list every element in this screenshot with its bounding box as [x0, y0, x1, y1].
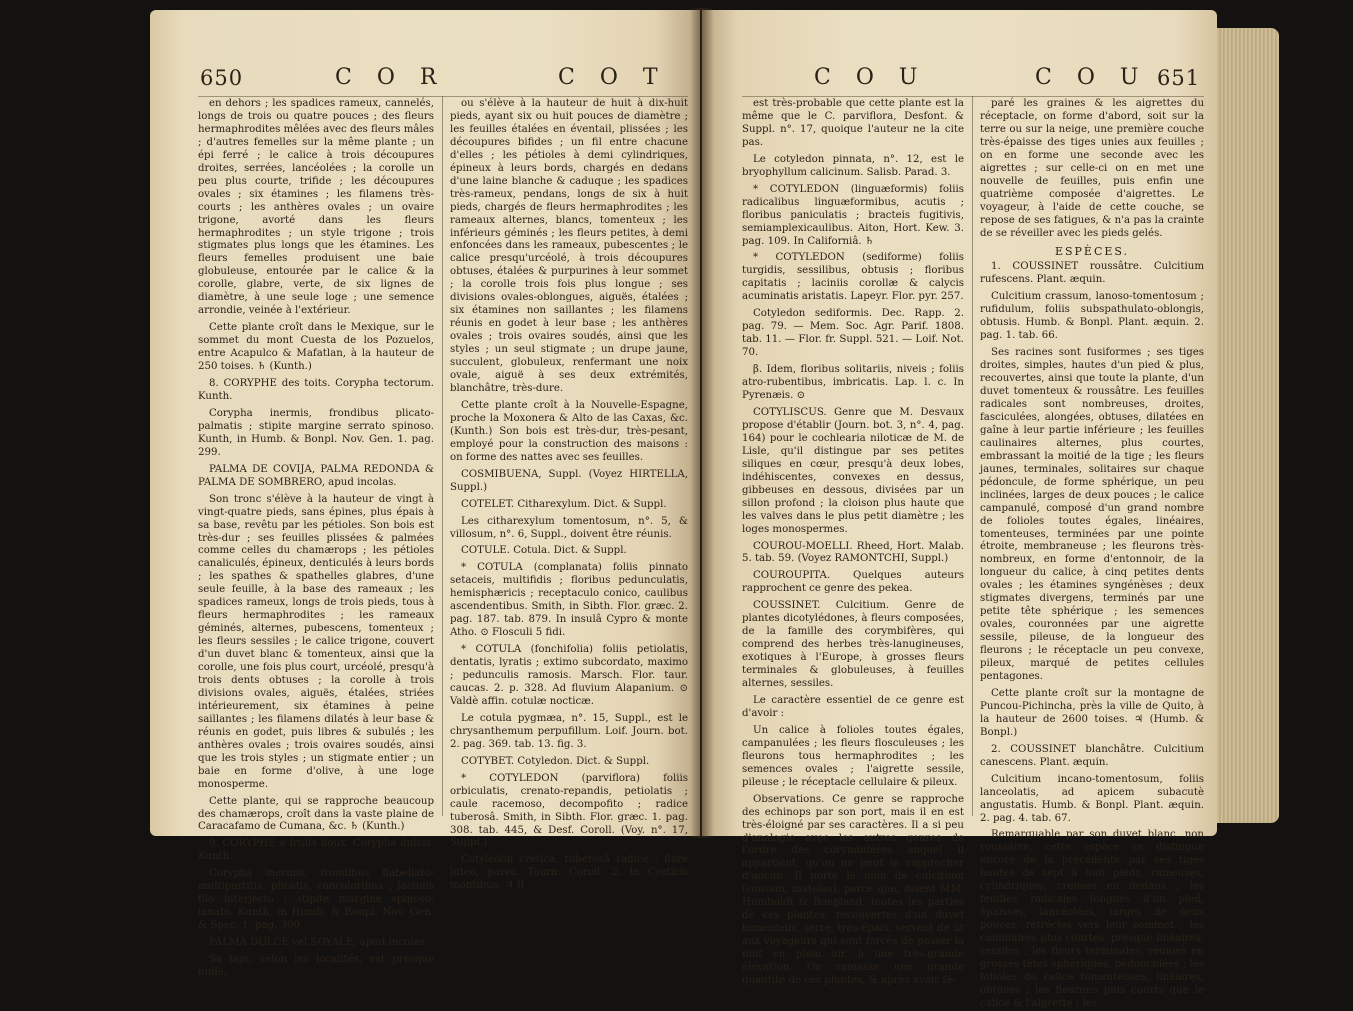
paragraph: COUROUPITA. Quelques auteurs rapprochent ce genre des pekea. — [742, 570, 964, 595]
paragraph: Culcitium crassum, lanoso-tomentosum ; rufidulum, foliis subspathulato-oblongis, obtusis. Humb. & Bonpl. Plant. æquin. 2. pag. 1. tab. 66. — [980, 291, 1204, 342]
page-number-right: 651 — [1157, 66, 1201, 90]
left-column-2 — [450, 98, 688, 892]
paragraph: 1. COUSSINET roussâtre. Culcitium rufescens. Plant. æquin. — [980, 261, 1204, 286]
paragraph: * COTYLEDON (sediforme) foliis turgidis, sessilibus, obtusis ; floribus capitatis ; laciniis corollæ & calycis acuminatis aristatis. Lapeyr. Flor. pyr. 257. — [742, 252, 964, 303]
paragraph: PALMA DULCE vel SOYALE, apud incolas. — [209, 937, 429, 949]
running-head-cor: C O R — [335, 65, 446, 90]
right-page-header — [702, 60, 1217, 96]
header-rule-right — [742, 96, 1204, 97]
paragraph: Remarquable par son duvet blanc, non roussâtre, cette espèce se distingue encore de la précédente par ses tiges hautes de sept à huit pieds, rameuses, cylindriques, creuses en dedans ; les feuilles radicales longues d'un pied, épaisses, lancéolées, larges de deux pouces, rétrécies vers leur sommet ; les caulinaires plus courtes, presque linéaires, sessiles ; les fleurs terminales, réunies en grosses têtes sphériques, pédonculées ; les folioles du calice tomenteuses, linéaires, obtuses ; les fleurons plus courts que le calice & l'aigrette ; les — [980, 829, 1204, 1009]
paragraph: Un calice à folioles toutes égales, campanulées ; les fleurs flosculeuses ; les fleurons tous hermaphrodites ; les semences ovales ; l'aigrette sessile, pileuse ; le réceptacle cellulaire & pileux. — [742, 724, 964, 788]
paragraph: COTYLISCUS. Genre que M. Desvaux propose d'établir (Journ. bot. 3, n°. 4, pag. 164) pour le cochlearia niloticæ de M. de Lisle, qu'il distingue par ses petites siliques en cœur, presqu'à deux lobes, indéhiscentes, convexes en dessus, gibbeuses en dessous, divisées par un sillon profond ; la cloison plus haute que les valves dans le plus petit diamètre ; les loges monospermes. — [742, 406, 964, 535]
paragraph: 9. CORYPHE à fruits doux. Corypha dulcis. Kunth. — [198, 838, 434, 863]
left-page — [150, 10, 700, 978]
left-column-1 — [198, 98, 434, 978]
header-rule-left — [198, 96, 688, 97]
paragraph: 2. COUSSINET blanchâtre. Culcitium canescens. Plant. æquin. — [980, 743, 1204, 768]
paragraph: COTULE. Cotula. Dict. & Suppl. — [461, 545, 627, 557]
left-page-header — [150, 60, 700, 96]
running-head-cot: C O T — [558, 65, 667, 90]
running-head-cou-left: C O U — [814, 65, 927, 90]
paragraph: Culcitium incano-tomentosum, foliis lanceolatis, ad apicem subacutè angustatis. Humb. & Bonpl. Plant. æquin. 2. pag. 4. tab. 67. — [980, 773, 1204, 824]
paragraph: Ses racines sont fusiformes ; ses tiges droites, simples, hautes d'un pied & plus, recouvertes, ainsi que toute la plante, d'un duvet tomenteux & roussâtre. Les feuilles radicales sont nombreuses, droites, fasciculées, alongées, obtuses, dilatées en gaîne à leur partie inférieure ; les feuilles caulinaires alternes, plus courtes, embrassant la moitié de la tige ; les fleurs jaunes, terminales, solitaires sur chaque pédoncule, de forme sphérique, un peu inclinées, larges de deux pouces ; le calice campanulé, composé d'un grand nombre de folioles toutes égales, linéaires, tomenteuses, terminées par une pointe étroite, membraneuse ; les fleurons très-nombreux, en forme d'entonnoir, de la longueur du calice, à cinq petites dents ovales ; les étamines syngénèses ; deux stigmates divergens, terminés par une petite tête sphérique ; les semences ovales, couronnées par une aigrette sessile, pileuse, de la longueur des fleurons ; le réceptacle un peu convexe, pileux, marqué de petites cellules pentagones. — [980, 347, 1204, 682]
column-rule-left — [442, 96, 443, 816]
paragraph: Cette plante croît sur la montagne de Puncou-Pichincha, près la ville de Quito, à la hauteur de 2600 toises. ♃ (Humb. & Bonpl.) — [980, 687, 1204, 738]
paragraph: Cotyledon sediformis. Dec. Rapp. 2. pag. 79. — Mem. Soc. Agr. Parif. 1808. tab. 11. — Flor. fr. Suppl. 521. — Loif. Not. 70. — [742, 308, 964, 359]
paragraph: 8. CORYPHE des toits. Corypha tectorum. Kunth. — [198, 378, 434, 402]
column-rule-right — [972, 96, 973, 816]
section-title: ESPÈCES. — [1054, 245, 1130, 259]
paragraph: est très-probable que cette plante est la même que le C. parviflora, Desfont. & Suppl. n°. 17, quoique l'auteur ne la cite pas. — [742, 98, 964, 148]
right-page — [702, 10, 1217, 1009]
paragraph: Sa tige, selon les localités, est presque nulle, — [198, 954, 434, 978]
running-head-cou-right: C O U — [1035, 65, 1148, 90]
paragraph: Les citharexylum tomentosum, n°. 5, & villosum, n°. 6, Suppl., doivent être réunis. — [450, 515, 688, 540]
right-column-2 — [980, 98, 1204, 1009]
paragraph: Cotyledon cretica, tuberosâ radice ; flore luteo, parvo. Tourn. Coroll. 2. In Creticis montibus. ♃ Il — [450, 854, 688, 892]
paragraph: Le cotyledon pinnata, n°. 12, est le bryophyllum calicinum. Salisb. Parad. 3. — [742, 153, 964, 178]
paragraph: Cette plante croît à la Nouvelle-Espagne, proche la Moxonera & Alto de las Caxas, &c. (Kunth.) Son bois est très-dur, très-pesant, employé pour la construction des maisons : on forme des nattes avec ses feuilles. — [450, 399, 688, 463]
paragraph: en dehors ; les spadices rameux, cannelés, longs de trois ou quatre pouces ; des fleurs hermaphrodites mêlées avec des fleurs mâles ; d'autres femelles sur la même plante ; un épi ferré ; le calice à trois découpures droites, serrées, lancéolées ; la corolle un peu plus courte, trifide ; les découpures ovales ; six étamines ; les filamens très-courts ; les anthères ovales ; un ovaire trigone, avorté dans les fleurs hermaphrodites ; un style trigone ; trois stigmates plus longs que les étamines. Les fleurs femelles produisent une baie globuleuse, entourée par le calice & la corolle, glabre, verte, de six lignes de diamètre, à une seule loge ; une semence arrondie, veinée à l'extérieur. — [198, 98, 434, 317]
page-number-left: 650 — [200, 66, 244, 90]
right-column-1 — [742, 98, 964, 986]
book-gutter — [690, 8, 714, 838]
paragraph: Cette plante, qui se rapproche beaucoup des chamærops, croît dans la vaste plaine de Caracafamo de Cumana, &c. ♄ (Kunth.) — [198, 795, 434, 833]
paragraph: Son tronc s'élève à la hauteur de vingt à vingt-quatre pieds, sans épines, plus épais à sa base, revêtu par les pétioles. Son bois est très-dur ; ses feuilles plissées & palmées comme celles du chamærops ; les pétioles canaliculés, épineux, denticulés à leurs bords ; les spathes & spathelles glabres, d'une seule feuille, à la base des rameaux ; les spadices rameux, longs de trois pieds, tous à fleurs hermaphrodites ; les rameaux géminés, alternes, pubescens, tomenteux ; les fleurs sessiles ; le calice trigone, couvert d'un duvet blanc & tomenteux, ainsi que la corolle, une fois plus court, urcéolé, presqu'à trois dents obtuses ; la corolle à trois divisions ovales, aiguës, étalées, striées intérieurement, six étamines à peine saillantes ; les filamens dilatés à leur base & réunis en godet, puis libres & subulés ; les anthères ovales ; trois ovaires soudés, ainsi que les trois styles ; un stigmate entier ; un baie en forme d'olive, à une loge monosperme. — [198, 493, 434, 790]
paragraph: Corypha inermis, frondibus plicato-palmatis ; stipite margine serrato spinoso. Kunth, in Humb. & Bonpl. Nov. Gen. 1. pag. 299. — [198, 407, 434, 458]
paragraph: COSMIBUENA, Suppl. (Voyez HIRTELLA, Suppl.) — [450, 468, 688, 493]
paragraph: Cette plante croît dans le Mexique, sur le sommet du mont Cuesta de los Pozuelos, entre Acapulco & Mafatlan, à la hauteur de 250 toises. ♄ (Kunth.) — [198, 322, 434, 373]
paragraph: paré les graines & les aigrettes du réceptacle, on forme d'abord, soit sur la terre ou sur la neige, une première couche très-épaisse des tiges unies aux feuilles ; on en forme une seconde avec les aigrettes ; sur celle-ci on en met une nouvelle de feuilles, puis enfin une quatrième composée d'aigrettes. Le voyageur, à l'aide de cette couche, se repose de ses fatigues, & n'a pas la crainte de se réveiller avec les pieds gelés. — [980, 98, 1204, 239]
paragraph: COUSSINET. Culcitium. Genre de plantes dicotylédones, à fleurs composées, de la famille des corymbifères, qui comprend des herbes très-lanugineuses, exotiques à l'Europe, à grosses fleurs terminales & globuleuses, à feuilles alternes, sessiles. — [742, 600, 964, 690]
paragraph: Corypha inermis, frondibus flabellato-multipartitis, plicatis, concoloribus ; laciniis filo interjecto ; stipite margine spinoso, lanato. Kunth, in Humb. & Bonpl. Nov. Gen. & Spec. 1. pag. 300. — [198, 868, 434, 932]
paragraph: Le caractère essentiel de ce genre est d'avoir : — [742, 694, 964, 719]
paragraph: COUROU-MOELLI. Rheed, Hort. Malab. 5. tab. 59. (Voyez RAMONTCHI, Suppl.) — [742, 540, 964, 565]
paragraph: COTELET. Citharexylum. Dict. & Suppl. — [461, 498, 667, 510]
paragraph: * COTYLEDON (parviflora) foliis orbiculatis, crenato-repandis, petiolatis ; caule racemoso, decompofito ; radice tuberosâ. Smith, in Sibth. Flor. græc. 1. pag. 308. tab. 445, & Desf. Coroll. (Voy. n°. 17, Suppl.) — [450, 772, 688, 849]
paragraph: ou s'élève à la hauteur de huit à dix-huit pieds, ayant six ou huit pouces de diamètre ; les feuilles étalées en éventail, plissées ; les découpures bifides ; un fil entre chacune d'elles ; les pétioles à demi cylindriques, épineux à leurs bords, chargés en dedans d'une laine blanche & caduque ; les spadices très-rameux, pendans, longs de six à huit pieds, chargés de fleurs hermaphrodites ; les rameaux alternes, blancs, tomenteux ; les inférieurs géminés ; les fleurs petites, à demi enfoncées dans les rameaux, pubescentes ; le calice presqu'urcéolé, à trois découpures obtuses, étalées & purpurines à leur sommet ; la corolle trois fois plus longue ; ses divisions ovales-oblongues, aiguës, étalées ; six étamines non saillantes ; les filamens réunis en godet à leur base ; les anthères ovales ; trois ovaires soudés, ainsi que les styles ; un seul stigmate ; un drupe jaune, succulent, globuleux, renfermant une noix ovale, aiguë à ses deux extrémités, blanchâtre, très-dure. — [450, 98, 688, 394]
paragraph: * COTULA (fonchifolia) foliis petiolatis, dentatis, lyratis ; extimo subcordato, maximo ; pedunculis ramosis. Marsch. Flor. taur. caucas. 2. p. 328. Ad fluvium Alapanium. ⊙ Valdè affin. cotulæ nocticæ. — [450, 644, 688, 707]
paragraph: Observations. Ce genre se rapproche des echinops par son port, mais il en est très-éloigné par ses caractères. Il a si peu d'analogie avec les autres genres de l'ordre des corymbifères auquel il appartient, qu'on ne peut le rapprocher d'aucun. Il porte le nom de culcitium (coussin, matelas), parce que, disent MM. Humboldt & Bonpland, toutes les parties de ces plantes, recouvertes d'un duvet tomenteux, serré, très-épais, servent de lit aux voyageurs qui sont forcés de passer la nuit en plein air, à une très-grande élévation. On ramasse une grande quantité de ces plantes, & après avoir fé- — [742, 793, 964, 986]
paragraph: β. Idem, floribus solitariis, niveis ; foliis atro-rubentibus, imbricatis. Lap. l. c. In Pyrenæis. ⊙ — [742, 364, 964, 402]
paragraph: * COTULA (complanata) foliis pinnato setaceis, multifidis ; floribus pedunculatis, hemisphæricis ; receptaculo conico, caulibus ascendentibus. Smith, in Sibth. Flor. græc. 2. pag. 187. tab. 879. In insulâ Cypro & monte Atho. ⊙ Flosculi 5 fidi. — [450, 562, 688, 639]
page-edges — [1217, 28, 1279, 823]
paragraph: PALMA DE COVIJA, PALMA REDONDA & PALMA DE SOMBRERO, apud incolas. — [198, 463, 434, 488]
paragraph: COTYBET. Cotyledon. Dict. & Suppl. — [461, 755, 650, 767]
paragraph: Le cotula pygmæa, n°. 15, Suppl., est le chrysanthemum perpufillum. Loif. Journ. bot. 2. pag. 369. tab. 13. fig. 3. — [450, 712, 688, 750]
paragraph: * COTYLEDON (linguæformis) foliis radicalibus linguæformibus, acutis ; floribus paniculatis ; bracteis fugitivis, semiamplexicaulibus. Aiton, Hort. Kew. 3. pag. 109. In Californiâ. ♄ — [742, 183, 964, 247]
